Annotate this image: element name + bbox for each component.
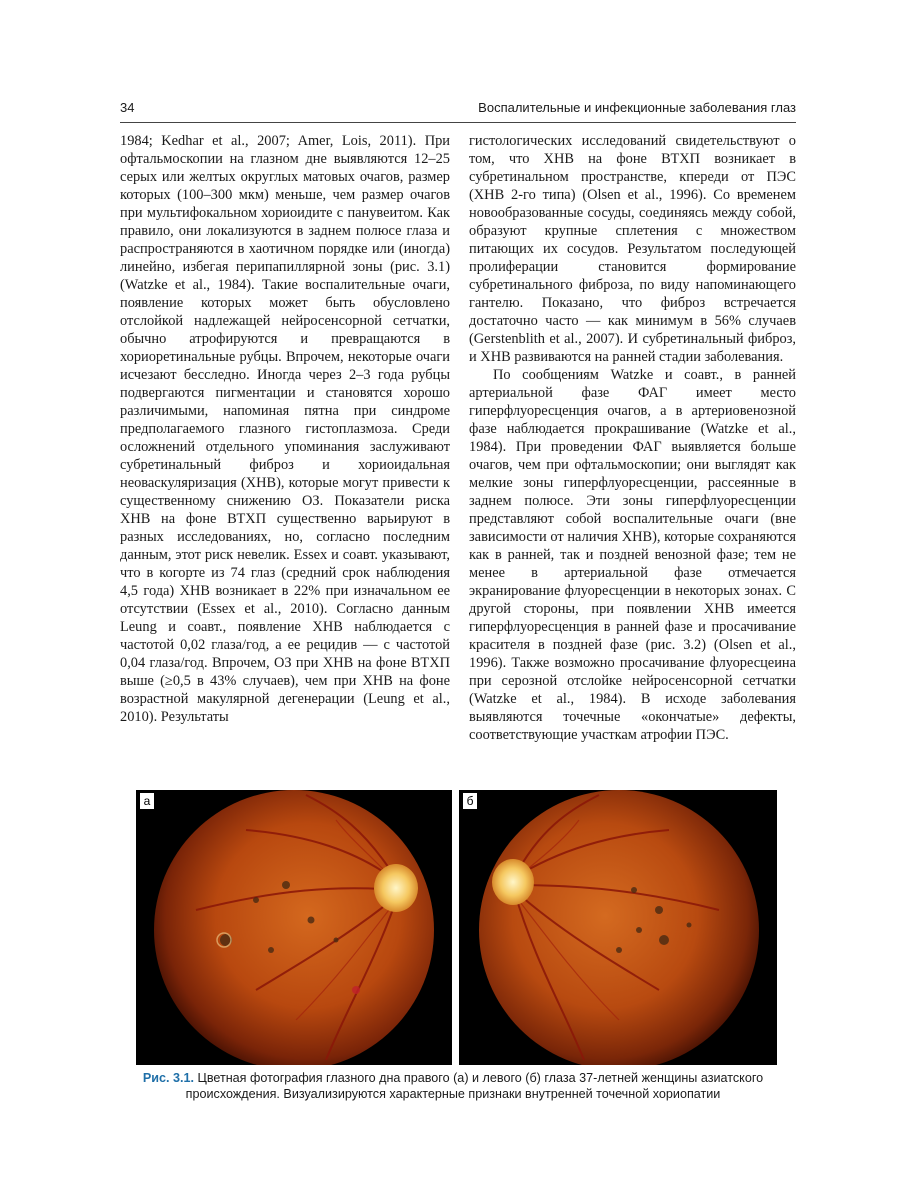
caption-label: Рис. 3.1. [142, 1071, 194, 1085]
fundus-image-a [136, 790, 452, 1065]
panel-b-label: б [463, 793, 477, 809]
header-rule [120, 122, 796, 123]
right-paragraph-1: гистологических исследований свидетельствуют о том, что ХНВ на фоне ВТХП возникает в субретинальном пространстве, кпереди от ПЭС (ХНВ 2-го типа) (Olsen et al., 1996). Со временем новообразованные сосуды, соединяясь между собой, образуют крупные сплетения с множеством питающих их сосудов. Результатом последующей пролиферации становится формирование субретинального фиброза, по виду напоминающего гантелю. Показано, что фиброз встречается достаточно часто — как минимум в 56% случаев (Gerstenblith et al., 2007). И субретинальный фиброз, и ХНВ развиваются на ранней стадии заболевания. [469, 133, 796, 365]
running-head: Воспалительные и инфекционные заболевания глаз [478, 100, 796, 115]
panel-a-label: а [140, 793, 154, 809]
figure-3-1 [136, 790, 777, 1065]
left-paragraph-1: 1984; Kedhar et al., 2007; Amer, Lois, 2011). При офтальмоскопии на глазном дне выявляются 12–25 серых или желтых округлых матовых очагов, размер которых (100–300 мкм) меньше, чем размер очагов при мультифокальном хориоидите с панувеитом. Как правило, они локализуются в заднем полюсе глаза и распространяются в хаотичном порядке или (иногда) линейно, избегая перипапиллярной зоны (рис. 3.1) (Watzke et al., 1984). Такие воспалительные очаги, появление которых может быть обусловлено отслойкой надлежащей нейросенсорной сетчатки, обычно атрофируются и превращаются в хориоретинальные рубцы. Впрочем, некоторые очаги исчезают бесследно. Иногда через 2–3 года рубцы подвергаются пигментации и становятся хорошо различимыми, напоминая пятна при синдроме предполагаемого глазного гистоплазмоза. Среди осложнений отдельного упоминания заслуживают субретинальный фиброз и хориоидальная неоваскуляризация (ХНВ), которые могут привести к существенному снижению ОЗ. Показатели риска ХНВ на фоне ВТХП существенно варьируют в разных исследованиях, но, согласно последним данным, этот риск невелик. Essex и соавт. указывают, что в когорте из 74 глаз (средний срок наблюдения 4,5 года) ХНВ возникает в 22% при изначальном ее отсутствии (Essex et al., 2010). Согласно данным Leung и соавт., появление ХНВ наблюдается с частотой 0,02 глаза/год, а ее рецидив — с частотой 0,04 глаза/год. Впрочем, ОЗ при ХНВ на фоне ВТХП выше (≥0,5 в 43% случаев), чем при ХНВ на фоне возрастной макулярной дегенерации (Leung et al., 2010). Результаты [120, 133, 450, 725]
page-number: 34 [120, 100, 135, 115]
fundus-image-b [459, 790, 777, 1065]
left-column [120, 132, 450, 726]
right-column [469, 132, 796, 744]
right-paragraph-2: По сообщениям Watzke и соавт., в ранней артериальной фазе ФАГ имеет место гиперфлуоресценция очагов, а в артериовенозной фазе наблюдается прокрашивание (Watzke et al., 1984). При проведении ФАГ выявляется больше очагов, чем при офтальмоскопии; они выглядят как мелкие зоны гиперфлуоресценции, рассеянные в заднем полюсе. Эти зоны гиперфлуоресценции представляют собой воспалительные очаги (вне зависимости от наличия ХНВ), которые сохраняются как в ранней, так и поздней венозной фазе; тем не менее в артериальной фазе отмечается экранирование флуоресценции в некоторых зонах. С другой стороны, при появлении ХНВ имеется гиперфлуоресценция в ранней фазе и просачивание красителя в поздней фазе (рис. 3.2) (Olsen et al., 1996). Также возможно просачивание флуоресцеина при серозной отслойке нейросенсорной сетчатки (Watzke et al., 1984). В исходе заболевания выявляются точечные «окончатые» дефекты, соответствующие участкам атрофии ПЭС. [469, 367, 796, 743]
fundus-photo-right-eye [136, 790, 452, 1065]
caption-text: Цветная фотография глазного дна правого (а) и левого (б) глаза 37-летней женщины азиатского происхождения. Визуализируются характерные признаки внутренней точечной хориопатии [185, 1071, 764, 1101]
page-header [120, 100, 796, 122]
figure-caption [108, 1070, 798, 1102]
fundus-photo-left-eye [459, 790, 777, 1065]
